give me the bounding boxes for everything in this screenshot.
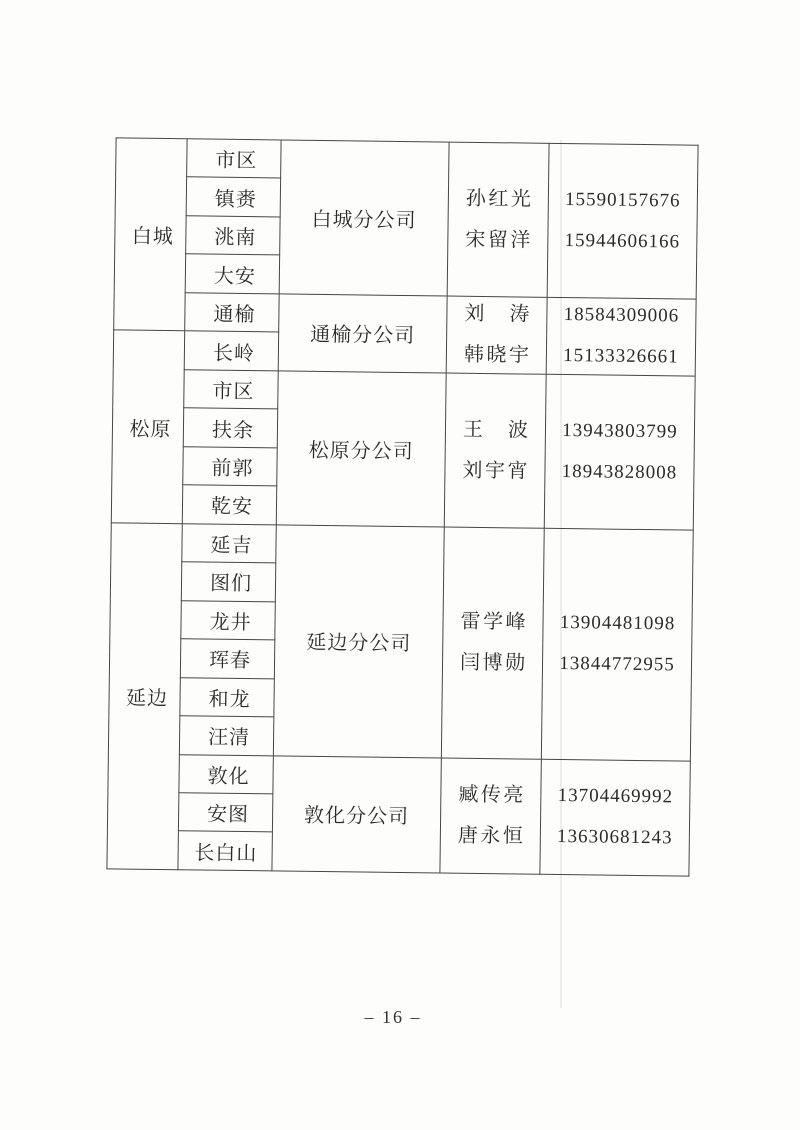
contact-name: 闫博勋: [459, 651, 528, 675]
contact-names-cell: [446, 296, 547, 374]
company-cell: 白城分公司: [279, 140, 449, 296]
contact-name: 韩晓宇: [463, 344, 532, 367]
district-cell: 敦化: [179, 754, 273, 794]
district-cell: 和龙: [180, 677, 274, 717]
contact-name: 刘宇宵: [462, 459, 531, 483]
page-number: – 16 –: [364, 1007, 422, 1027]
company-cell: 延边分公司: [273, 525, 444, 758]
district-cell: 图们: [181, 562, 275, 602]
district-cell: 洮南: [186, 216, 280, 256]
contact-names-cell: [440, 758, 541, 875]
phone-number: 13844772955: [559, 653, 675, 676]
phone-number: 13704469992: [557, 785, 674, 808]
company-cell: 敦化分公司: [272, 755, 441, 873]
phone-number: 13943803799: [562, 419, 678, 443]
phone-number: 18584309006: [563, 304, 680, 327]
district-cell: 乾安: [182, 485, 276, 525]
district-cell: 珲春: [180, 639, 274, 679]
contact-name: 唐永恒: [457, 824, 526, 848]
district-cell: 市区: [184, 370, 278, 410]
district-cell: 龙井: [181, 600, 275, 640]
phone-number: 15590157676: [564, 188, 681, 212]
contact-name: 宋留洋: [465, 228, 533, 252]
phone-numbers-cell: [546, 297, 696, 376]
district-cell: 扶余: [183, 408, 277, 448]
contact-names-cell: [444, 373, 546, 528]
district-cell: 延吉: [182, 523, 276, 563]
district-cell: 市区: [187, 139, 281, 179]
contact-names-cell: [441, 527, 544, 759]
phone-numbers-cell: [544, 374, 695, 530]
contact-name: 刘 涛: [464, 303, 533, 326]
region-cell: 松原: [111, 330, 184, 523]
district-cell: 大安: [185, 254, 279, 294]
phone-number: 13630681243: [556, 826, 673, 849]
district-cell: 通榆: [185, 293, 279, 333]
contact-name: 臧传亮: [458, 783, 527, 807]
contact-table-container: [106, 137, 697, 876]
phone-number: 13904481098: [559, 612, 676, 635]
district-cell: 镇赉: [186, 177, 280, 217]
district-cell: 汪清: [179, 716, 273, 756]
company-cell: 松原分公司: [276, 371, 446, 527]
phone-numbers-cell: [541, 528, 693, 761]
phone-numbers-cell: [540, 759, 690, 876]
contact-names-cell: [447, 142, 549, 297]
phone-number: 15133326661: [563, 345, 679, 368]
contact-name: 王 波: [462, 418, 531, 442]
phone-number: 15944606166: [564, 229, 681, 253]
district-cell: 长白山: [178, 831, 272, 871]
contact-name: 雷学峰: [460, 610, 529, 634]
company-cell: 通榆分公司: [278, 294, 447, 373]
region-cell: 延边: [107, 523, 182, 870]
region-cell: 白城: [114, 138, 187, 331]
district-cell: 长岭: [184, 331, 278, 371]
district-cell: 前郭: [183, 446, 277, 486]
district-cell: 安图: [178, 793, 272, 833]
contact-name: 孙红光: [465, 187, 534, 211]
phone-numbers-cell: [547, 143, 698, 299]
branch-contacts-table: [106, 137, 698, 876]
phone-number: 18943828008: [561, 460, 678, 484]
